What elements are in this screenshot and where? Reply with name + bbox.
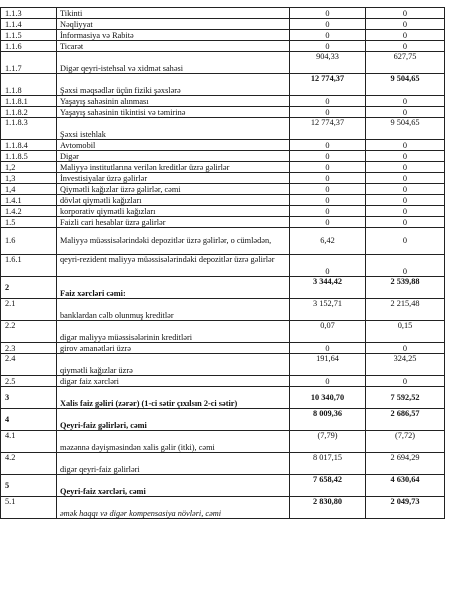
table-row xyxy=(1,162,445,173)
row-value-previous: 0 xyxy=(366,173,445,184)
row-label: Avtomobil xyxy=(57,140,290,151)
row-code: 1.1.3 xyxy=(1,8,57,19)
row-code: 1.6.1 xyxy=(1,255,57,277)
row-value-current: 12 774,37 xyxy=(290,118,366,140)
row-value-previous: 2 686,57 xyxy=(366,409,445,431)
row-value-current: 0 xyxy=(290,107,366,118)
table-row xyxy=(1,19,445,30)
row-label: qiymətli kağızlar üzrə xyxy=(57,354,290,376)
row-code: 1.4.2 xyxy=(1,206,57,217)
table-row xyxy=(1,475,445,497)
row-code: 2.2 xyxy=(1,321,57,343)
row-value-current: 3 152,71 xyxy=(290,299,366,321)
row-value-current: 0 xyxy=(290,41,366,52)
row-code: 2.5 xyxy=(1,376,57,387)
table-row xyxy=(1,497,445,519)
row-label: İnvestisiyalar üzrə gəlirlər xyxy=(57,173,290,184)
table-row xyxy=(1,8,445,19)
row-label: İnformasiya və Rabitə xyxy=(57,30,290,41)
row-value-previous: 0 xyxy=(366,184,445,195)
row-value-current: 6,42 xyxy=(290,228,366,255)
row-value-previous: 9 504,65 xyxy=(366,118,445,140)
row-code: 1.1.8.3 xyxy=(1,118,57,140)
row-code: 2.3 xyxy=(1,343,57,354)
row-label: Xalis faiz gəliri (zərər) (1-ci sətir çıxılsın 2-ci sətir) xyxy=(57,387,290,409)
financial-table xyxy=(0,7,445,519)
row-value-previous: 0 xyxy=(366,140,445,151)
table-row xyxy=(1,409,445,431)
table-row xyxy=(1,228,445,255)
row-label: digər faiz xərcləri xyxy=(57,376,290,387)
row-value-current: 191,64 xyxy=(290,354,366,376)
row-value-current: 0 xyxy=(290,255,366,277)
row-value-previous: 9 504,65 xyxy=(366,74,445,96)
row-code: 2.4 xyxy=(1,354,57,376)
row-code: 1.4.1 xyxy=(1,195,57,206)
table-row xyxy=(1,184,445,195)
table-row xyxy=(1,30,445,41)
row-label: Faiz xərcləri cəmi: xyxy=(57,277,290,299)
row-value-previous: 2 049,73 xyxy=(366,497,445,519)
row-code: 1,2 xyxy=(1,162,57,173)
row-value-current: 0 xyxy=(290,217,366,228)
row-value-current: 8 017,15 xyxy=(290,453,366,475)
row-code: 1.1.5 xyxy=(1,30,57,41)
row-value-previous: 0 xyxy=(366,228,445,255)
row-value-current: 0 xyxy=(290,195,366,206)
row-code: 1.1.8.1 xyxy=(1,96,57,107)
table-row xyxy=(1,206,445,217)
row-label: Şəxsi məqsədlər üçün fiziki şəxslərə xyxy=(57,74,290,96)
row-value-previous: 0 xyxy=(366,217,445,228)
table-row xyxy=(1,431,445,453)
row-value-previous: 2 539,88 xyxy=(366,277,445,299)
row-value-current: 10 340,70 xyxy=(290,387,366,409)
table-row xyxy=(1,74,445,96)
row-label: girov əmanətləri üzrə xyxy=(57,343,290,354)
row-value-previous: 0 xyxy=(366,195,445,206)
row-label: Digər xyxy=(57,151,290,162)
row-code: 4.2 xyxy=(1,453,57,475)
table-row xyxy=(1,195,445,206)
row-value-previous: 0 xyxy=(366,30,445,41)
table-row xyxy=(1,107,445,118)
row-label: dövlət qiymətli kağızları xyxy=(57,195,290,206)
row-value-previous: 0 xyxy=(366,206,445,217)
row-value-current: 904,33 xyxy=(290,52,366,74)
row-value-current: 0 xyxy=(290,19,366,30)
row-value-previous: 0 xyxy=(366,96,445,107)
row-value-previous: 0 xyxy=(366,162,445,173)
row-value-current: 0 xyxy=(290,206,366,217)
table-row xyxy=(1,376,445,387)
row-code: 1.1.4 xyxy=(1,19,57,30)
row-code: 5 xyxy=(1,475,57,497)
row-label: Maliyyə müəssisələrindəki depozitlər üzrə gəlirlər, o cümlədən, xyxy=(57,228,290,255)
table-row xyxy=(1,118,445,140)
row-value-previous: 0 xyxy=(366,343,445,354)
table-row xyxy=(1,140,445,151)
row-code: 3 xyxy=(1,387,57,409)
row-value-current: 0 xyxy=(290,184,366,195)
row-code: 1.1.8.2 xyxy=(1,107,57,118)
row-value-previous: 0 xyxy=(366,107,445,118)
row-value-current: 0 xyxy=(290,96,366,107)
row-label: əmək haqqı və digər kompensasiya növləri, cəmi xyxy=(57,497,290,519)
row-label: Şəxsi istehlak xyxy=(57,118,290,140)
row-code: 1.1.6 xyxy=(1,41,57,52)
table-row xyxy=(1,96,445,107)
row-code: 2.1 xyxy=(1,299,57,321)
row-value-previous: 0 xyxy=(366,19,445,30)
row-value-previous: 627,75 xyxy=(366,52,445,74)
row-value-current: (7,79) xyxy=(290,431,366,453)
row-code: 5.1 xyxy=(1,497,57,519)
row-value-current: 0,07 xyxy=(290,321,366,343)
row-label: digər maliyyə müəssisələrinin kreditləri xyxy=(57,321,290,343)
table-row xyxy=(1,217,445,228)
row-label: banklardan cəlb olunmuş kreditlər xyxy=(57,299,290,321)
table-row xyxy=(1,173,445,184)
row-value-current: 0 xyxy=(290,30,366,41)
table-row xyxy=(1,354,445,376)
row-label: Ticarət xyxy=(57,41,290,52)
row-value-current: 7 658,42 xyxy=(290,475,366,497)
row-value-current: 12 774,37 xyxy=(290,74,366,96)
row-value-previous: (7,72) xyxy=(366,431,445,453)
row-value-current: 3 344,42 xyxy=(290,277,366,299)
row-label: Tikinti xyxy=(57,8,290,19)
row-value-previous: 0 xyxy=(366,376,445,387)
row-label: Faizli cari hesablar üzrə gəlirlər xyxy=(57,217,290,228)
row-code: 1.1.8.4 xyxy=(1,140,57,151)
row-label: məzənnə dəyişməsindən xalis gəlir (itki), cəmi xyxy=(57,431,290,453)
table-row xyxy=(1,321,445,343)
row-label: Qeyri-faiz gəlirləri, cəmi xyxy=(57,409,290,431)
row-value-current: 0 xyxy=(290,8,366,19)
row-code: 1.1.7 xyxy=(1,52,57,74)
row-value-previous: 0 xyxy=(366,41,445,52)
row-code: 4 xyxy=(1,409,57,431)
row-code: 4.1 xyxy=(1,431,57,453)
row-label: Maliyyə institutlarına verilən kreditlər üzrə gəlirlər xyxy=(57,162,290,173)
row-value-current: 0 xyxy=(290,151,366,162)
table-row xyxy=(1,255,445,277)
table-row xyxy=(1,387,445,409)
row-code: 1,3 xyxy=(1,173,57,184)
row-label: Digər qeyri-istehsal və xidmət sahəsi xyxy=(57,52,290,74)
table-row xyxy=(1,453,445,475)
row-code: 1.1.8 xyxy=(1,74,57,96)
row-code: 1.5 xyxy=(1,217,57,228)
row-value-previous: 0,15 xyxy=(366,321,445,343)
table-row xyxy=(1,41,445,52)
row-label: Yaşayış sahəsinin tikintisi və təmirinə xyxy=(57,107,290,118)
row-value-previous: 7 592,52 xyxy=(366,387,445,409)
row-code: 1.6 xyxy=(1,228,57,255)
table-row xyxy=(1,52,445,74)
table-row xyxy=(1,343,445,354)
row-value-current: 2 830,80 xyxy=(290,497,366,519)
row-code: 1.1.8.5 xyxy=(1,151,57,162)
row-label: Qiymətli kağızlar üzrə gəlirlər, cəmi xyxy=(57,184,290,195)
row-value-current: 0 xyxy=(290,173,366,184)
row-value-previous: 0 xyxy=(366,151,445,162)
row-value-current: 8 009,36 xyxy=(290,409,366,431)
row-label: qeyri-rezident maliyyə müəssisələrindəki depozitlər üzrə gəlirlər xyxy=(57,255,290,277)
row-value-current: 0 xyxy=(290,162,366,173)
row-label: digər qeyri-faiz gəlirləri xyxy=(57,453,290,475)
row-value-current: 0 xyxy=(290,343,366,354)
row-value-current: 0 xyxy=(290,140,366,151)
row-value-previous: 4 630,64 xyxy=(366,475,445,497)
table-row xyxy=(1,151,445,162)
row-value-previous: 0 xyxy=(366,255,445,277)
table-row xyxy=(1,277,445,299)
row-value-previous: 324,25 xyxy=(366,354,445,376)
table-row xyxy=(1,299,445,321)
row-value-previous: 0 xyxy=(366,8,445,19)
row-value-previous: 2 694,29 xyxy=(366,453,445,475)
row-value-previous: 2 215,48 xyxy=(366,299,445,321)
row-label: Nəqliyyat xyxy=(57,19,290,30)
row-value-current: 0 xyxy=(290,376,366,387)
row-code: 1,4 xyxy=(1,184,57,195)
row-code: 2 xyxy=(1,277,57,299)
row-label: korporativ qiymətli kağızları xyxy=(57,206,290,217)
row-label: Yaşayış sahəsinin alınması xyxy=(57,96,290,107)
row-label: Qeyri-faiz xərcləri, cəmi xyxy=(57,475,290,497)
